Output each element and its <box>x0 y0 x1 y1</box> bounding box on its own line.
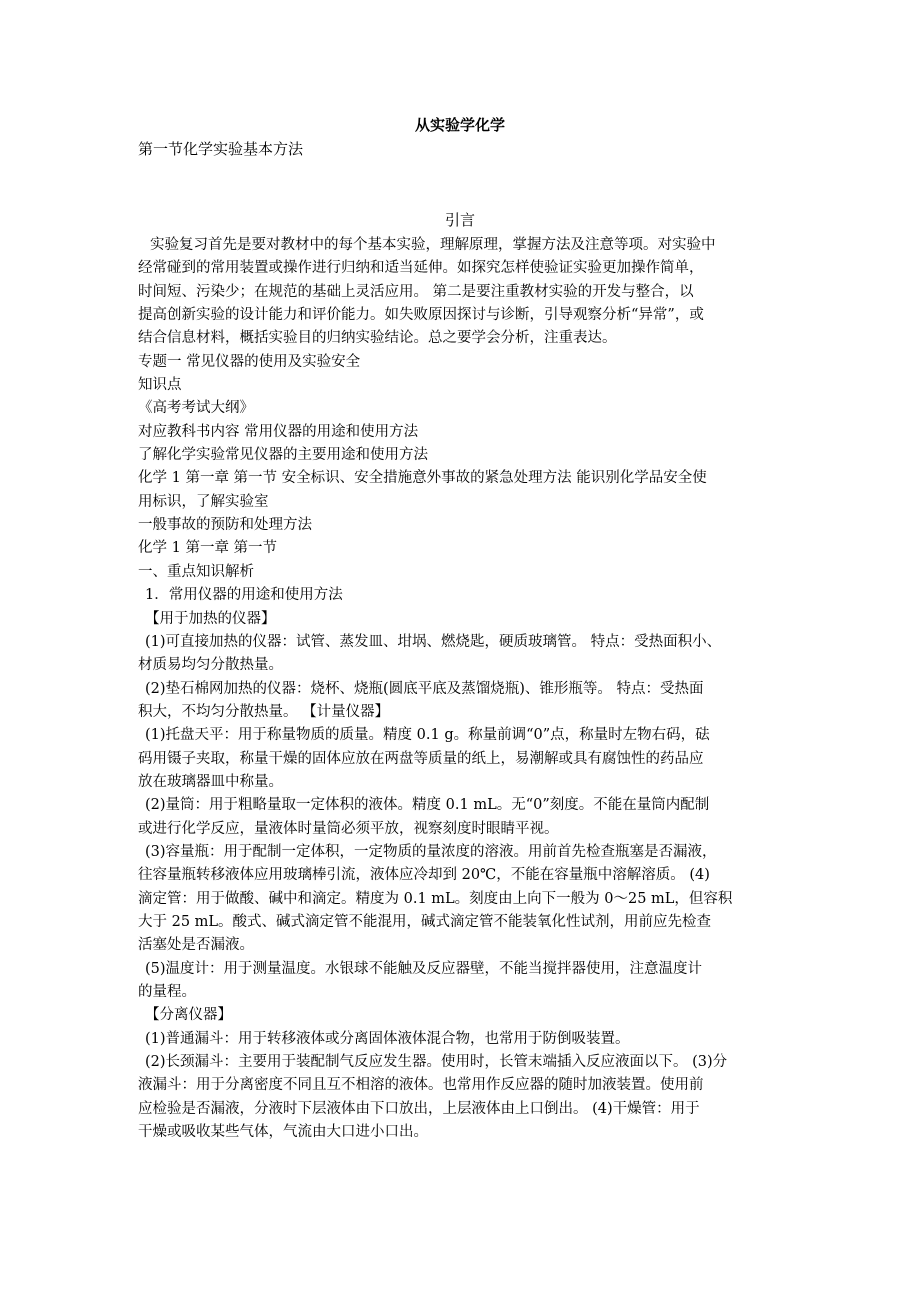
knowledge-point-label: 知识点 <box>138 377 182 394</box>
text-line: 放在玻璃器皿中称量。 <box>138 773 283 790</box>
text-line: 了解化学实验常见仪器的主要用途和使用方法 <box>138 447 428 464</box>
separation-instruments-label: 【分离仪器】 <box>145 1007 232 1024</box>
text-line: 用标识，了解实验室 <box>138 493 269 510</box>
text-line: (2)垫石棉网加热的仪器：烧杯、烧瓶(圆底平底及蒸馏烧瓶)、锥形瓶等。 特点：受热面 <box>145 680 704 697</box>
text-line: 化学 1 第一章 第一节 安全标识、安全措施意外事故的紧急处理方法 能识别化学品安全使 <box>138 470 707 487</box>
text-line: 一般事故的预防和处理方法 <box>138 517 312 534</box>
text-line: 或进行化学反应，量液体时量筒必须平放，视察刻度时眼睛平视。 <box>138 820 559 837</box>
text-line: (5)温度计：用于测量温度。水银球不能触及反应器壁，不能当搅拌器使用，注意温度计 <box>145 960 703 977</box>
text-line: (1)可直接加热的仪器：试管、蒸发皿、坩埚、燃烧匙，硬质玻璃管。 特点：受热面积小、 <box>145 633 722 650</box>
text-line: (2)量筒：用于粗略量取一定体积的液体。精度 0.1 mL。无“0”刻度。不能在量筒内配制 <box>145 797 710 814</box>
text-line: 积大，不均匀分散热量。 【计量仪器】 <box>138 703 390 720</box>
text-line: (3)容量瓶：用于配制一定体积，一定物质的量浓度的溶液。用前首先检查瓶塞是否漏液， <box>145 843 717 860</box>
text-line: 码用镊子夹取，称量干燥的固体应放在两盘等质量的纸上，易潮解或具有腐蚀性的药品应 <box>138 750 704 767</box>
intro-line-2: 经常碰到的常用装置或操作进行归纳和适当延伸。如探究怎样使验证实验更加操作简单， <box>138 260 704 277</box>
intro-line-1: 实验复习首先是要对教材中的每个基本实验，理解原理，掌握方法及注意等项。对实验中 <box>150 237 716 253</box>
topic-heading: 专题一 常见仪器的使用及实验安全 <box>138 353 361 370</box>
document-body <box>138 234 788 1144</box>
text-line: 大于 25 mL。酸式、碱式滴定管不能混用，碱式滴定管不能装氧化性试剂，用前应先检查 <box>138 913 712 930</box>
exam-syllabus-label: 《高考考试大纲》 <box>138 400 254 417</box>
document-title: 从实验学化学 <box>414 116 505 134</box>
text-line: 活塞处是否漏液。 <box>138 937 254 954</box>
text-line: (1)普通漏斗：用于转移液体或分离固体液体混合物，也常用于防倒吸装置。 <box>145 1030 630 1047</box>
key-knowledge-heading: 一、重点知识解析 <box>138 563 254 580</box>
text-line: 材质易均匀分散热量。 <box>138 657 283 674</box>
text-line: 对应教科书内容 常用仪器的用途和使用方法 <box>138 423 419 440</box>
text-line: 往容量瓶转移液体应用玻璃棒引流，液体应冷却到 20℃，不能在容量瓶中溶解溶质。 (4) <box>138 867 710 884</box>
heating-instruments-label: 【用于加热的仪器】 <box>145 610 276 627</box>
text-line: 滴定管：用于做酸、碱中和滴定。精度为 0.1 mL。刻度由上向下一般为 0～25 mL，但容积 <box>138 890 733 907</box>
intro-line-3: 时间短、污染少；在规范的基础上灵活应用。 第二是要注重教材实验的开发与整合，以 <box>138 283 694 300</box>
text-line: (1)托盘天平：用于称量物质的质量。精度 0.1 g。称量前调“0”点，称量时左物右码，砝 <box>145 727 710 744</box>
text-line: 应检验是否漏液，分液时下层液体由下口放出，上层液体由上口倒出。 (4)干燥管：用于 <box>138 1100 700 1117</box>
intro-heading: 引言 <box>444 211 475 229</box>
text-line: 干燥或吸收某些气体，气流由大口进小口出。 <box>138 1124 428 1141</box>
text-line: (2)长颈漏斗：主要用于装配制气反应发生器。使用时，长管末端插入反应液面以下。 (3)分 <box>145 1054 728 1071</box>
intro-line-5: 结合信息材料，概括实验目的归纳实验结论。总之要学会分析，注重表达。 <box>138 330 617 347</box>
section-heading: 第一节化学实验基本方法 <box>138 140 304 158</box>
subsection-heading: 1．常用仪器的用途和使用方法 <box>145 587 343 604</box>
text-line: 的量程。 <box>138 984 196 1000</box>
text-line: 液漏斗：用于分离密度不同且互不相溶的液体。也常用作反应器的随时加液装置。使用前 <box>138 1077 704 1094</box>
text-line: 化学 1 第一章 第一节 <box>138 540 278 557</box>
intro-line-4: 提高创新实验的设计能力和评价能力。如失败原因探讨与诊断，引导观察分析“异常”，或 <box>138 307 704 324</box>
